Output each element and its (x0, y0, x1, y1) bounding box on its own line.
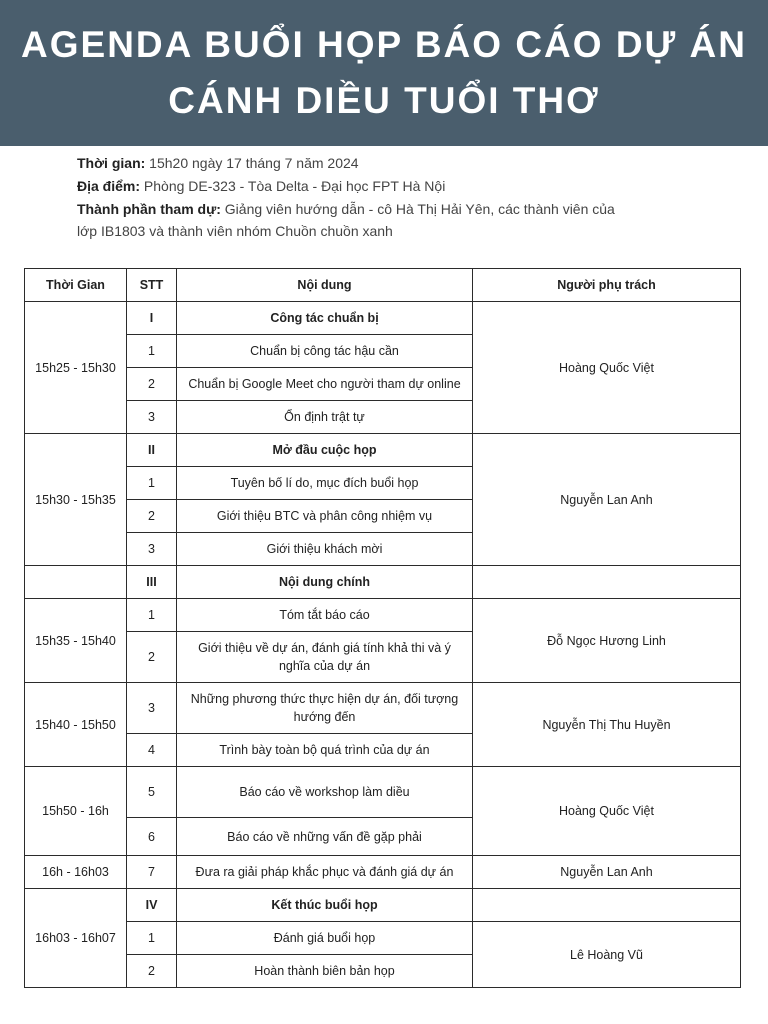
owner-cell: Lê Hoàng Vũ (473, 922, 741, 988)
content-cell: Công tác chuẩn bị (177, 302, 473, 335)
header-owner: Người phụ trách (473, 269, 741, 302)
content-cell: Trình bày toàn bộ quá trình của dự án (177, 734, 473, 767)
attendees-info (77, 198, 697, 242)
time-info (77, 152, 697, 174)
owner-cell: Hoàng Quốc Việt (473, 302, 741, 434)
title-banner (0, 0, 768, 146)
time-cell: 16h - 16h03 (25, 856, 127, 889)
time-label: Thời gian: (77, 155, 146, 171)
owner-cell: Nguyễn Lan Anh (473, 856, 741, 889)
table-row (25, 302, 741, 335)
content-cell: Giới thiệu BTC và phân công nhiệm vụ (177, 500, 473, 533)
time-cell: 15h25 - 15h30 (25, 302, 127, 434)
table-row (25, 767, 741, 818)
time-cell: 15h40 - 15h50 (25, 683, 127, 767)
content-cell: Đưa ra giải pháp khắc phục và đánh giá dự án (177, 856, 473, 889)
header-time: Thời Gian (25, 269, 127, 302)
content-cell: Ổn định trật tự (177, 401, 473, 434)
stt-cell: II (127, 434, 177, 467)
stt-cell: 1 (127, 467, 177, 500)
content-cell: Mở đầu cuộc họp (177, 434, 473, 467)
stt-cell: 3 (127, 683, 177, 734)
header-stt: STT (127, 269, 177, 302)
time-cell: 15h35 - 15h40 (25, 599, 127, 683)
stt-cell: 2 (127, 368, 177, 401)
table-row (25, 566, 741, 599)
attendees-value-line-1: Giảng viên hướng dẫn - cô Hà Thị Hải Yên, các thành viên của (220, 201, 615, 217)
time-cell: 15h30 - 15h35 (25, 434, 127, 566)
stt-cell: 1 (127, 922, 177, 955)
stt-cell: 2 (127, 632, 177, 683)
agenda-table (24, 268, 741, 988)
stt-cell: III (127, 566, 177, 599)
stt-cell: I (127, 302, 177, 335)
stt-cell: IV (127, 889, 177, 922)
table-row (25, 889, 741, 922)
page-title-line-1: AGENDA BUỔI HỌP BÁO CÁO DỰ ÁN (21, 24, 747, 65)
content-cell: Chuẩn bị Google Meet cho người tham dự online (177, 368, 473, 401)
stt-cell: 7 (127, 856, 177, 889)
stt-cell: 1 (127, 599, 177, 632)
content-cell: Tóm tắt báo cáo (177, 599, 473, 632)
stt-cell: 2 (127, 955, 177, 988)
table-row (25, 922, 741, 955)
place-label: Địa điểm: (77, 178, 141, 194)
content-cell: Báo cáo về những vấn đề gặp phải (177, 818, 473, 856)
content-cell: Báo cáo về workshop làm diều (177, 767, 473, 818)
content-cell: Giới thiệu khách mời (177, 533, 473, 566)
stt-cell: 4 (127, 734, 177, 767)
content-cell: Tuyên bố lí do, mục đích buổi họp (177, 467, 473, 500)
owner-cell: Nguyễn Thị Thu Huyền (473, 683, 741, 767)
stt-cell: 3 (127, 401, 177, 434)
meeting-info (77, 152, 697, 243)
owner-cell (473, 889, 741, 922)
owner-cell (473, 566, 741, 599)
content-cell: Giới thiệu về dự án, đánh giá tính khả thi và ý nghĩa của dự án (177, 632, 473, 683)
time-value: 15h20 ngày 17 tháng 7 năm 2024 (145, 155, 359, 171)
table-row (25, 856, 741, 889)
content-cell: Những phương thức thực hiện dự án, đối tượng hướng đến (177, 683, 473, 734)
attendees-value-line-2: lớp IB1803 và thành viên nhóm Chuồn chuồn xanh (77, 223, 393, 239)
stt-cell: 1 (127, 335, 177, 368)
time-cell: 15h50 - 16h (25, 767, 127, 856)
time-cell: 16h03 - 16h07 (25, 889, 127, 988)
time-cell (25, 566, 127, 599)
owner-cell: Đỗ Ngọc Hương Linh (473, 599, 741, 683)
table-row (25, 683, 741, 734)
place-info (77, 175, 697, 197)
header-content: Nội dung (177, 269, 473, 302)
attendees-label: Thành phần tham dự: (77, 201, 221, 217)
content-cell: Kết thúc buổi họp (177, 889, 473, 922)
stt-cell: 2 (127, 500, 177, 533)
table-row (25, 599, 741, 632)
owner-cell: Hoàng Quốc Việt (473, 767, 741, 856)
content-cell: Đánh giá buổi họp (177, 922, 473, 955)
table-row (25, 434, 741, 467)
content-cell: Hoàn thành biên bản họp (177, 955, 473, 988)
page-title-line-2: CÁNH DIỀU TUỔI THƠ (168, 80, 600, 121)
stt-cell: 3 (127, 533, 177, 566)
content-cell: Nội dung chính (177, 566, 473, 599)
place-value: Phòng DE-323 - Tòa Delta - Đại học FPT Hà Nội (140, 178, 446, 194)
stt-cell: 5 (127, 767, 177, 818)
content-cell: Chuẩn bị công tác hậu cần (177, 335, 473, 368)
owner-cell: Nguyễn Lan Anh (473, 434, 741, 566)
stt-cell: 6 (127, 818, 177, 856)
